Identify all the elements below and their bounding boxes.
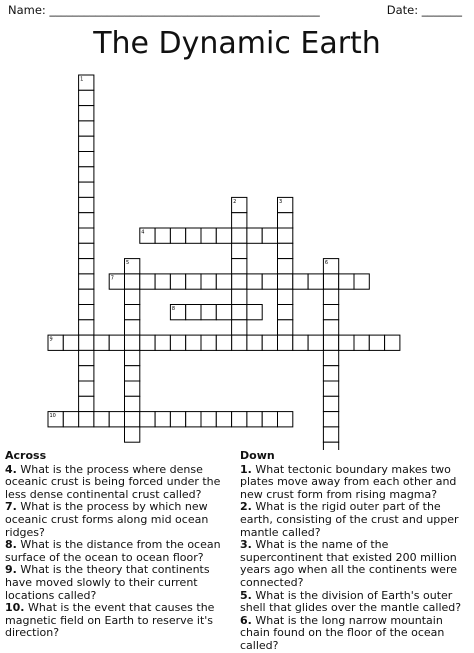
crossword-cell — [339, 274, 354, 289]
crossword-cell — [262, 335, 277, 350]
crossword-cell — [278, 335, 293, 350]
clue-number: 7. — [5, 500, 17, 514]
crossword-cell — [79, 335, 94, 350]
crossword-cell — [63, 335, 78, 350]
clue-text: What is the distance from the ocean surface of the ocean to ocean floor? — [5, 538, 221, 564]
crossword-cell — [323, 396, 338, 411]
cell-number-4: 4 — [141, 229, 145, 236]
crossword-cell — [216, 274, 231, 289]
clue-number: 1. — [240, 462, 252, 476]
crossword-cell — [247, 335, 262, 350]
crossword-cell — [186, 274, 201, 289]
crossword-cell — [94, 412, 109, 427]
crossword-cell — [323, 274, 338, 289]
crossword-cell — [79, 320, 94, 335]
down-clue-2 — [240, 501, 472, 539]
crossword-cell — [140, 335, 155, 350]
crossword-cell — [170, 228, 185, 243]
crossword-cell — [79, 243, 94, 258]
crossword-cell — [125, 335, 140, 350]
crossword-cell — [79, 259, 94, 274]
crossword-cell — [79, 197, 94, 212]
cell-number-9: 9 — [49, 336, 53, 343]
crossword-cell — [247, 274, 262, 289]
crossword-cell — [262, 412, 277, 427]
crossword-cell — [79, 106, 94, 121]
crossword-cell — [79, 167, 94, 182]
clue-text: What is the name of the supercontinent that existed 200 million years ago when all the continents were connected? — [240, 538, 458, 589]
crossword-cell — [247, 412, 262, 427]
crossword-cell — [155, 412, 170, 427]
crossword-cell — [278, 289, 293, 304]
crossword-cell — [170, 274, 185, 289]
crossword-cell — [354, 274, 369, 289]
crossword-cell — [323, 350, 338, 365]
crossword-cell — [125, 350, 140, 365]
crossword-cell — [125, 305, 140, 320]
crossword-cell — [232, 412, 247, 427]
clue-number: 5. — [240, 588, 252, 602]
cell-number-8: 8 — [171, 306, 176, 312]
crossword-cell — [323, 366, 338, 381]
crossword-cell — [155, 274, 170, 289]
clue-text: What tectonic boundary makes two plates move away from each other and new crust form from rising magma? — [240, 462, 457, 501]
cell-number-2: 2 — [233, 198, 237, 205]
crossword-cell — [293, 274, 308, 289]
crossword-cell — [323, 320, 338, 335]
crossword-cell — [278, 412, 293, 427]
crossword-cell — [369, 335, 384, 350]
crossword-cell — [155, 335, 170, 350]
crossword-cell — [262, 228, 277, 243]
crossword-cell — [354, 335, 369, 350]
crossword-cell — [186, 305, 201, 320]
crossword-cell — [79, 136, 94, 151]
crossword-cell — [232, 228, 247, 243]
crossword-cell — [79, 381, 94, 396]
crossword-cell — [323, 412, 338, 427]
crossword-cell — [63, 412, 78, 427]
down-heading: Down — [240, 449, 275, 462]
crossword-cell — [79, 90, 94, 105]
crossword-cell — [278, 213, 293, 228]
across-clue-4 — [5, 464, 231, 502]
crossword-cell — [308, 274, 323, 289]
down-clue-1 — [240, 464, 472, 502]
crossword-cell — [79, 366, 94, 381]
crossword-cell — [278, 320, 293, 335]
crossword-cell — [323, 442, 338, 450]
crossword-cell — [125, 366, 140, 381]
crossword-cell — [79, 412, 94, 427]
crossword-cell — [339, 335, 354, 350]
crossword-cell — [278, 243, 293, 258]
cell-number-6: 6 — [324, 260, 329, 267]
clue-number: 10. — [5, 601, 25, 615]
crossword-cell — [125, 412, 140, 427]
crossword-cell — [170, 335, 185, 350]
clue-text: What is the long narrow mountain chain found on the floor of the ocean called? — [240, 613, 445, 652]
down-clue-5 — [240, 590, 472, 615]
crossword-cell — [140, 412, 155, 427]
crossword-cell — [79, 228, 94, 243]
crossword-cell — [278, 305, 293, 320]
clue-number: 4. — [5, 462, 17, 476]
clue-text: What is the rigid outer part of the earth, consisting of the crust and upper mantle called? — [240, 500, 459, 539]
crossword-cell — [232, 320, 247, 335]
name-field-label: Name: _______________________________________________ — [8, 3, 320, 17]
crossword-cell — [94, 335, 109, 350]
crossword-cell — [201, 412, 216, 427]
crossword-cell — [125, 274, 140, 289]
across-clue-9 — [5, 564, 231, 602]
crossword-cell — [109, 412, 124, 427]
across-clue-10 — [5, 602, 231, 640]
crossword-cell — [109, 335, 124, 350]
crossword-cell — [79, 396, 94, 411]
clue-text: What is the theory that continents have moved slowly to their current locations called? — [5, 563, 210, 602]
crossword-cell — [232, 243, 247, 258]
crossword-cell — [293, 335, 308, 350]
crossword-cell — [308, 335, 323, 350]
crossword-cell — [232, 289, 247, 304]
crossword-cell — [262, 274, 277, 289]
crossword-cell — [216, 305, 231, 320]
crossword-cell — [79, 274, 94, 289]
across-clue-7 — [5, 501, 231, 539]
crossword-cell — [186, 228, 201, 243]
crossword-cell — [125, 289, 140, 304]
clue-text: What is the division of Earth's outer shell that glides over the mantle called? — [240, 588, 462, 615]
crossword-cell — [125, 381, 140, 396]
across-heading: Across — [5, 449, 47, 462]
crossword-cell — [323, 305, 338, 320]
crossword-cell — [79, 152, 94, 167]
down-clue-6 — [240, 615, 472, 653]
crossword-cell — [323, 289, 338, 304]
down-clues — [240, 450, 472, 653]
clue-number: 2. — [240, 500, 252, 514]
crossword-cell — [79, 305, 94, 320]
crossword-cell — [201, 274, 216, 289]
page-title: The Dynamic Earth — [93, 26, 381, 61]
crossword-cell — [186, 412, 201, 427]
crossword-cell — [216, 335, 231, 350]
crossword-cell — [201, 335, 216, 350]
crossword-cell — [323, 427, 338, 442]
crossword-cell — [247, 305, 262, 320]
crossword-cell — [125, 320, 140, 335]
crossword-cell — [201, 305, 216, 320]
crossword-cell — [278, 259, 293, 274]
across-clues — [5, 450, 231, 640]
crossword-cell — [79, 350, 94, 365]
crossword-cell — [79, 121, 94, 136]
crossword-cell — [247, 228, 262, 243]
clue-number: 8. — [5, 538, 17, 552]
cell-number-3: 3 — [279, 198, 283, 205]
crossword-cell — [232, 213, 247, 228]
crossword-cell — [170, 412, 185, 427]
crossword-cell — [385, 335, 400, 350]
crossword-cell — [232, 259, 247, 274]
cell-number-10: 10 — [49, 413, 56, 420]
clue-text: What is the event that causes the magnetic field on Earth to reserve it's direction? — [5, 601, 215, 640]
cell-number-7: 7 — [110, 275, 114, 282]
crossword-cell — [155, 228, 170, 243]
crossword-cell — [216, 412, 231, 427]
crossword-cell — [323, 335, 338, 350]
crossword-cell — [323, 381, 338, 396]
clue-number: 6. — [240, 613, 252, 627]
crossword-cell — [125, 396, 140, 411]
crossword-cell — [125, 427, 140, 442]
clue-text: What is the process by which new oceanic crust forms along mid ocean ridges? — [5, 500, 209, 539]
crossword-cell — [79, 289, 94, 304]
across-clue-8 — [5, 539, 231, 564]
cell-number-5: 5 — [126, 260, 130, 267]
cell-number-1: 1 — [80, 76, 84, 83]
clue-number: 9. — [5, 563, 17, 577]
crossword-cell — [232, 335, 247, 350]
crossword-cell — [232, 305, 247, 320]
crossword-cell — [79, 213, 94, 228]
crossword-cell — [140, 274, 155, 289]
crossword-cell — [186, 335, 201, 350]
clue-number: 3. — [240, 538, 252, 552]
crossword-cell — [278, 274, 293, 289]
crossword-cell — [278, 228, 293, 243]
crossword-cell — [232, 274, 247, 289]
down-clue-3 — [240, 539, 472, 589]
crossword-cell — [216, 228, 231, 243]
crossword-cell — [79, 182, 94, 197]
clue-text: What is the process where dense oceanic crust is being forced under the less dense continental crust called? — [5, 462, 221, 501]
crossword-cell — [201, 228, 216, 243]
date-field-label: Date: _______ — [386, 3, 462, 17]
